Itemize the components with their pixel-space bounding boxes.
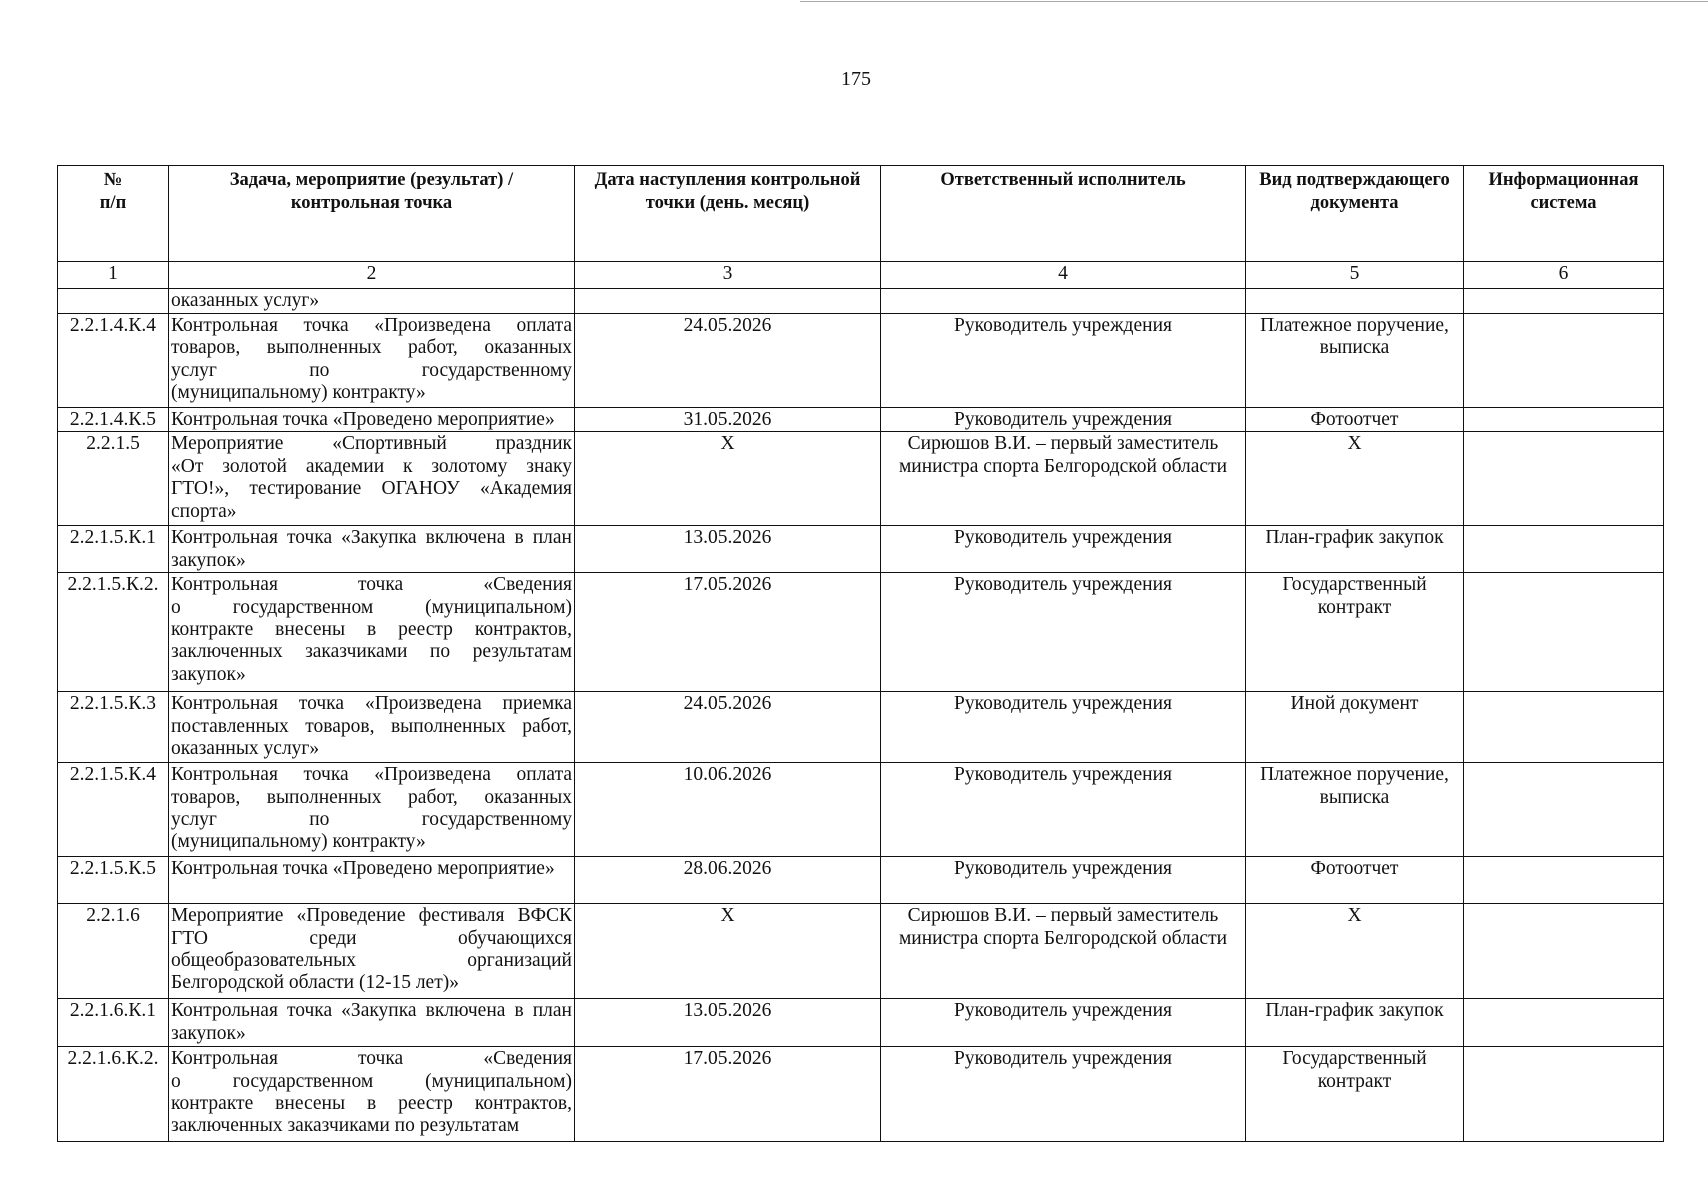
cell-no [58,904,169,999]
task-text-line: общеобразовательных организаций [171,950,572,972]
document-text-line: Государственный [1282,1048,1427,1070]
column-number-row [58,262,1664,289]
cell-no [58,526,169,573]
document-text-line: План-график закупок [1265,1000,1444,1022]
cell-date [575,692,881,763]
header-date [575,166,881,262]
column-number: 2 [169,262,575,289]
document-text-line: контракт [1317,596,1392,618]
cell-task [169,526,575,573]
task-text-line: закупок» [171,663,246,685]
date-text-line: 28.06.2026 [683,858,772,880]
task-text-line: Контрольная точка «Произведена оплата [171,764,572,786]
document-text-line: Платежное поручение, [1260,764,1449,786]
cell-responsible [881,573,1246,692]
document-text-line: выписка [1319,786,1390,808]
date-text-line: 17.05.2026 [683,574,772,596]
cell-system [1464,573,1664,692]
cell-date [575,1047,881,1142]
responsible-text-line: Руководитель учреждения [954,1048,1172,1070]
cell-task [169,904,575,999]
no-text-line: 2.2.1.6.К.2. [67,1048,159,1070]
task-text-line: Контрольная точка «Проведено мероприятие» [171,409,555,430]
task-text-line: (муниципальному) контракту» [171,382,426,404]
cell-document [1246,526,1464,573]
cell-responsible [881,1047,1246,1142]
cell-no [58,573,169,692]
document-text-line: Х [1347,905,1362,927]
cell-system [1464,692,1664,763]
responsible-text-line: Руководитель учреждения [954,1000,1172,1022]
table-row [58,573,1664,692]
no-text-line: 2.2.1.4.К.4 [69,315,157,336]
responsible-text-line: Сирюшов В.И. – первый заместитель [907,433,1219,455]
document-text-line: Платежное поручение, [1260,315,1449,336]
responsible-text-line: Сирюшов В.И. – первый заместитель [907,905,1219,927]
task-text-line: Контрольная точка «Сведения [171,574,572,596]
cell-system [1464,289,1664,314]
document-text-line: выписка [1319,337,1390,359]
task-text-line: ГТО среди обучающихся [171,927,572,949]
cell-system [1464,857,1664,904]
table-row [58,1047,1664,1142]
cell-document [1246,289,1464,314]
scan-edge-line [800,1,1708,2]
cell-date [575,573,881,692]
cell-date [575,857,881,904]
task-text-line: Контрольная точка «Проведено мероприятие» [171,858,555,880]
cell-no [58,857,169,904]
task-text-line: (муниципальному) контракту» [171,831,426,853]
cell-system [1464,763,1664,857]
header-document [1246,166,1464,262]
header-line: Информационная [1488,170,1639,190]
table-row [58,692,1664,763]
cell-no [58,408,169,432]
task-text-line: спорта» [171,500,237,522]
responsible-text-line: Руководитель учреждения [954,527,1172,549]
cell-date [575,999,881,1047]
table-row [58,999,1664,1047]
cell-task [169,692,575,763]
cell-system [1464,314,1664,408]
header-line: контрольная точка [290,193,453,213]
cell-system [1464,999,1664,1047]
table-row [58,289,1664,314]
task-text-line: Контрольная точка «Произведена приемка [171,693,572,715]
document-text-line: Х [1347,433,1362,455]
responsible-text-line: Руководитель учреждения [954,764,1172,786]
document-text-line: Иной документ [1290,693,1419,715]
no-text-line: 2.2.1.4.К.5 [69,409,157,430]
header-line: № [103,170,123,190]
header-line: Вид подтверждающего [1259,170,1450,190]
cell-responsible [881,692,1246,763]
header-row [58,166,1664,262]
cell-system [1464,408,1664,432]
task-text-line: контракте внесены в реестр контрактов, [171,619,572,641]
document-text-line: Фотоотчет [1310,409,1399,430]
column-number: 3 [575,262,881,289]
responsible-text-line: Руководитель учреждения [954,574,1172,596]
column-number: 6 [1464,262,1664,289]
date-text-line: 31.05.2026 [683,409,772,430]
cell-date [575,526,881,573]
cell-document [1246,857,1464,904]
cell-date [575,408,881,432]
task-text-line: Мероприятие «Спортивный праздник [171,433,572,455]
cell-document [1246,432,1464,526]
column-number: 4 [881,262,1246,289]
table-row [58,904,1664,999]
header-line: система [1530,193,1597,213]
cell-document [1246,408,1464,432]
cell-system [1464,904,1664,999]
cell-date [575,904,881,999]
no-text-line: 2.2.1.6.К.1 [69,1000,157,1022]
responsible-text-line: Руководитель учреждения [954,315,1172,336]
page-number: 175 [841,68,871,90]
cell-task [169,408,575,432]
cell-document [1246,314,1464,408]
cell-no [58,314,169,408]
cell-responsible [881,857,1246,904]
task-text-line: поставленных товаров, выполненных работ, [171,715,572,737]
task-text-line: оказанных услуг» [171,290,320,311]
document-text-line: План-график закупок [1265,527,1444,549]
table-row [58,314,1664,408]
cell-system [1464,526,1664,573]
task-text-line: Контрольная точка «Закупка включена в план [171,1000,572,1022]
cell-task [169,857,575,904]
cell-document [1246,692,1464,763]
cell-date [575,289,881,314]
cell-task [169,432,575,526]
cell-document [1246,763,1464,857]
no-text-line: 2.2.1.5.К.2. [67,574,159,596]
date-text-line: Х [720,905,735,927]
document-text-line: контракт [1317,1070,1392,1092]
responsible-text-line: Руководитель учреждения [954,409,1172,430]
cell-system [1464,432,1664,526]
task-text-line: Контрольная точка «Закупка включена в план [171,527,572,549]
cell-task [169,573,575,692]
header-line: Ответственный исполнитель [940,170,1186,190]
date-text-line: 10.06.2026 [683,764,772,786]
header-task [169,166,575,262]
cell-document [1246,999,1464,1047]
responsible-text-line: Руководитель учреждения [954,858,1172,880]
table-row [58,763,1664,857]
cell-date [575,314,881,408]
cell-task [169,314,575,408]
header-line: Задача, мероприятие (результат) / [229,170,514,190]
task-text-line: закупок» [171,1022,246,1044]
header-responsible [881,166,1246,262]
table-body [58,289,1664,1142]
cell-no [58,1047,169,1142]
date-text-line: 24.05.2026 [683,315,772,336]
no-text-line: 2.2.1.5.К.5 [69,858,157,880]
task-text-line: товаров, выполненных работ, оказанных [171,786,572,808]
cell-date [575,432,881,526]
cell-responsible [881,314,1246,408]
cell-no [58,763,169,857]
date-text-line: 13.05.2026 [683,527,772,549]
cell-document [1246,904,1464,999]
cell-no [58,999,169,1047]
task-text-line: заключенных заказчиками по результатам [171,641,572,663]
cell-responsible [881,408,1246,432]
task-text-line: ГТО!», тестирование ОГАНОУ «Академия [171,478,572,500]
header-line: документа [1310,193,1399,213]
cell-no [58,432,169,526]
no-text-line: 2.2.1.5 [86,433,140,455]
header-line: Дата наступления контрольной [594,170,861,190]
cell-responsible [881,904,1246,999]
header-number [58,166,169,262]
responsible-text-line: министра спорта Белгородской области [898,455,1228,477]
cell-responsible [881,289,1246,314]
responsible-text-line: министра спорта Белгородской области [898,927,1228,949]
date-text-line: 17.05.2026 [683,1048,772,1070]
no-text-line: 2.2.1.6 [86,905,140,927]
cell-no [58,692,169,763]
date-text-line: 13.05.2026 [683,1000,772,1022]
control-points-table [57,165,1664,1142]
no-text-line: 2.2.1.5.К.3 [69,693,157,715]
task-text-line: оказанных услуг» [171,738,320,760]
cell-task [169,763,575,857]
cell-responsible [881,432,1246,526]
cell-document [1246,1047,1464,1142]
no-text-line: 2.2.1.5.К.1 [69,527,157,549]
task-text-line: Контрольная точка «Сведения [171,1048,572,1070]
no-text-line: 2.2.1.5.К.4 [69,764,157,786]
table-row [58,857,1664,904]
cell-no [58,289,169,314]
date-text-line: Х [720,433,735,455]
date-text-line: 24.05.2026 [683,693,772,715]
document-text-line: Фотоотчет [1310,858,1399,880]
header-line: п/п [99,193,127,213]
cell-responsible [881,763,1246,857]
task-text-line: о государственном (муниципальном) [171,596,572,618]
task-text-line: Белгородской области (12-15 лет)» [171,972,459,994]
task-text-line: услуг по государственному [171,359,572,381]
task-text-line: Контрольная точка «Произведена оплата [171,315,572,336]
cell-task [169,999,575,1047]
task-text-line: «От золотой академии к золотому знаку [171,455,572,477]
cell-responsible [881,999,1246,1047]
task-text-line: закупок» [171,549,246,571]
cell-task [169,289,575,314]
task-text-line: Мероприятие «Проведение фестиваля ВФСК [171,905,572,927]
column-number: 5 [1246,262,1464,289]
table-row [58,432,1664,526]
table-row [58,526,1664,573]
responsible-text-line: Руководитель учреждения [954,693,1172,715]
task-text-line: заключенных заказчиками по результатам [171,1115,520,1137]
task-text-line: о государственном (муниципальном) [171,1070,572,1092]
cell-task [169,1047,575,1142]
cell-document [1246,573,1464,692]
task-text-line: услуг по государственному [171,809,572,831]
task-text-line: контракте внесены в реестр контрактов, [171,1093,572,1115]
column-number: 1 [58,262,169,289]
cell-system [1464,1047,1664,1142]
cell-responsible [881,526,1246,573]
header-system [1464,166,1664,262]
cell-date [575,763,881,857]
header-line: точки (день. месяц) [645,193,810,213]
table-row [58,408,1664,432]
document-text-line: Государственный [1282,574,1427,596]
task-text-line: товаров, выполненных работ, оказанных [171,337,572,359]
